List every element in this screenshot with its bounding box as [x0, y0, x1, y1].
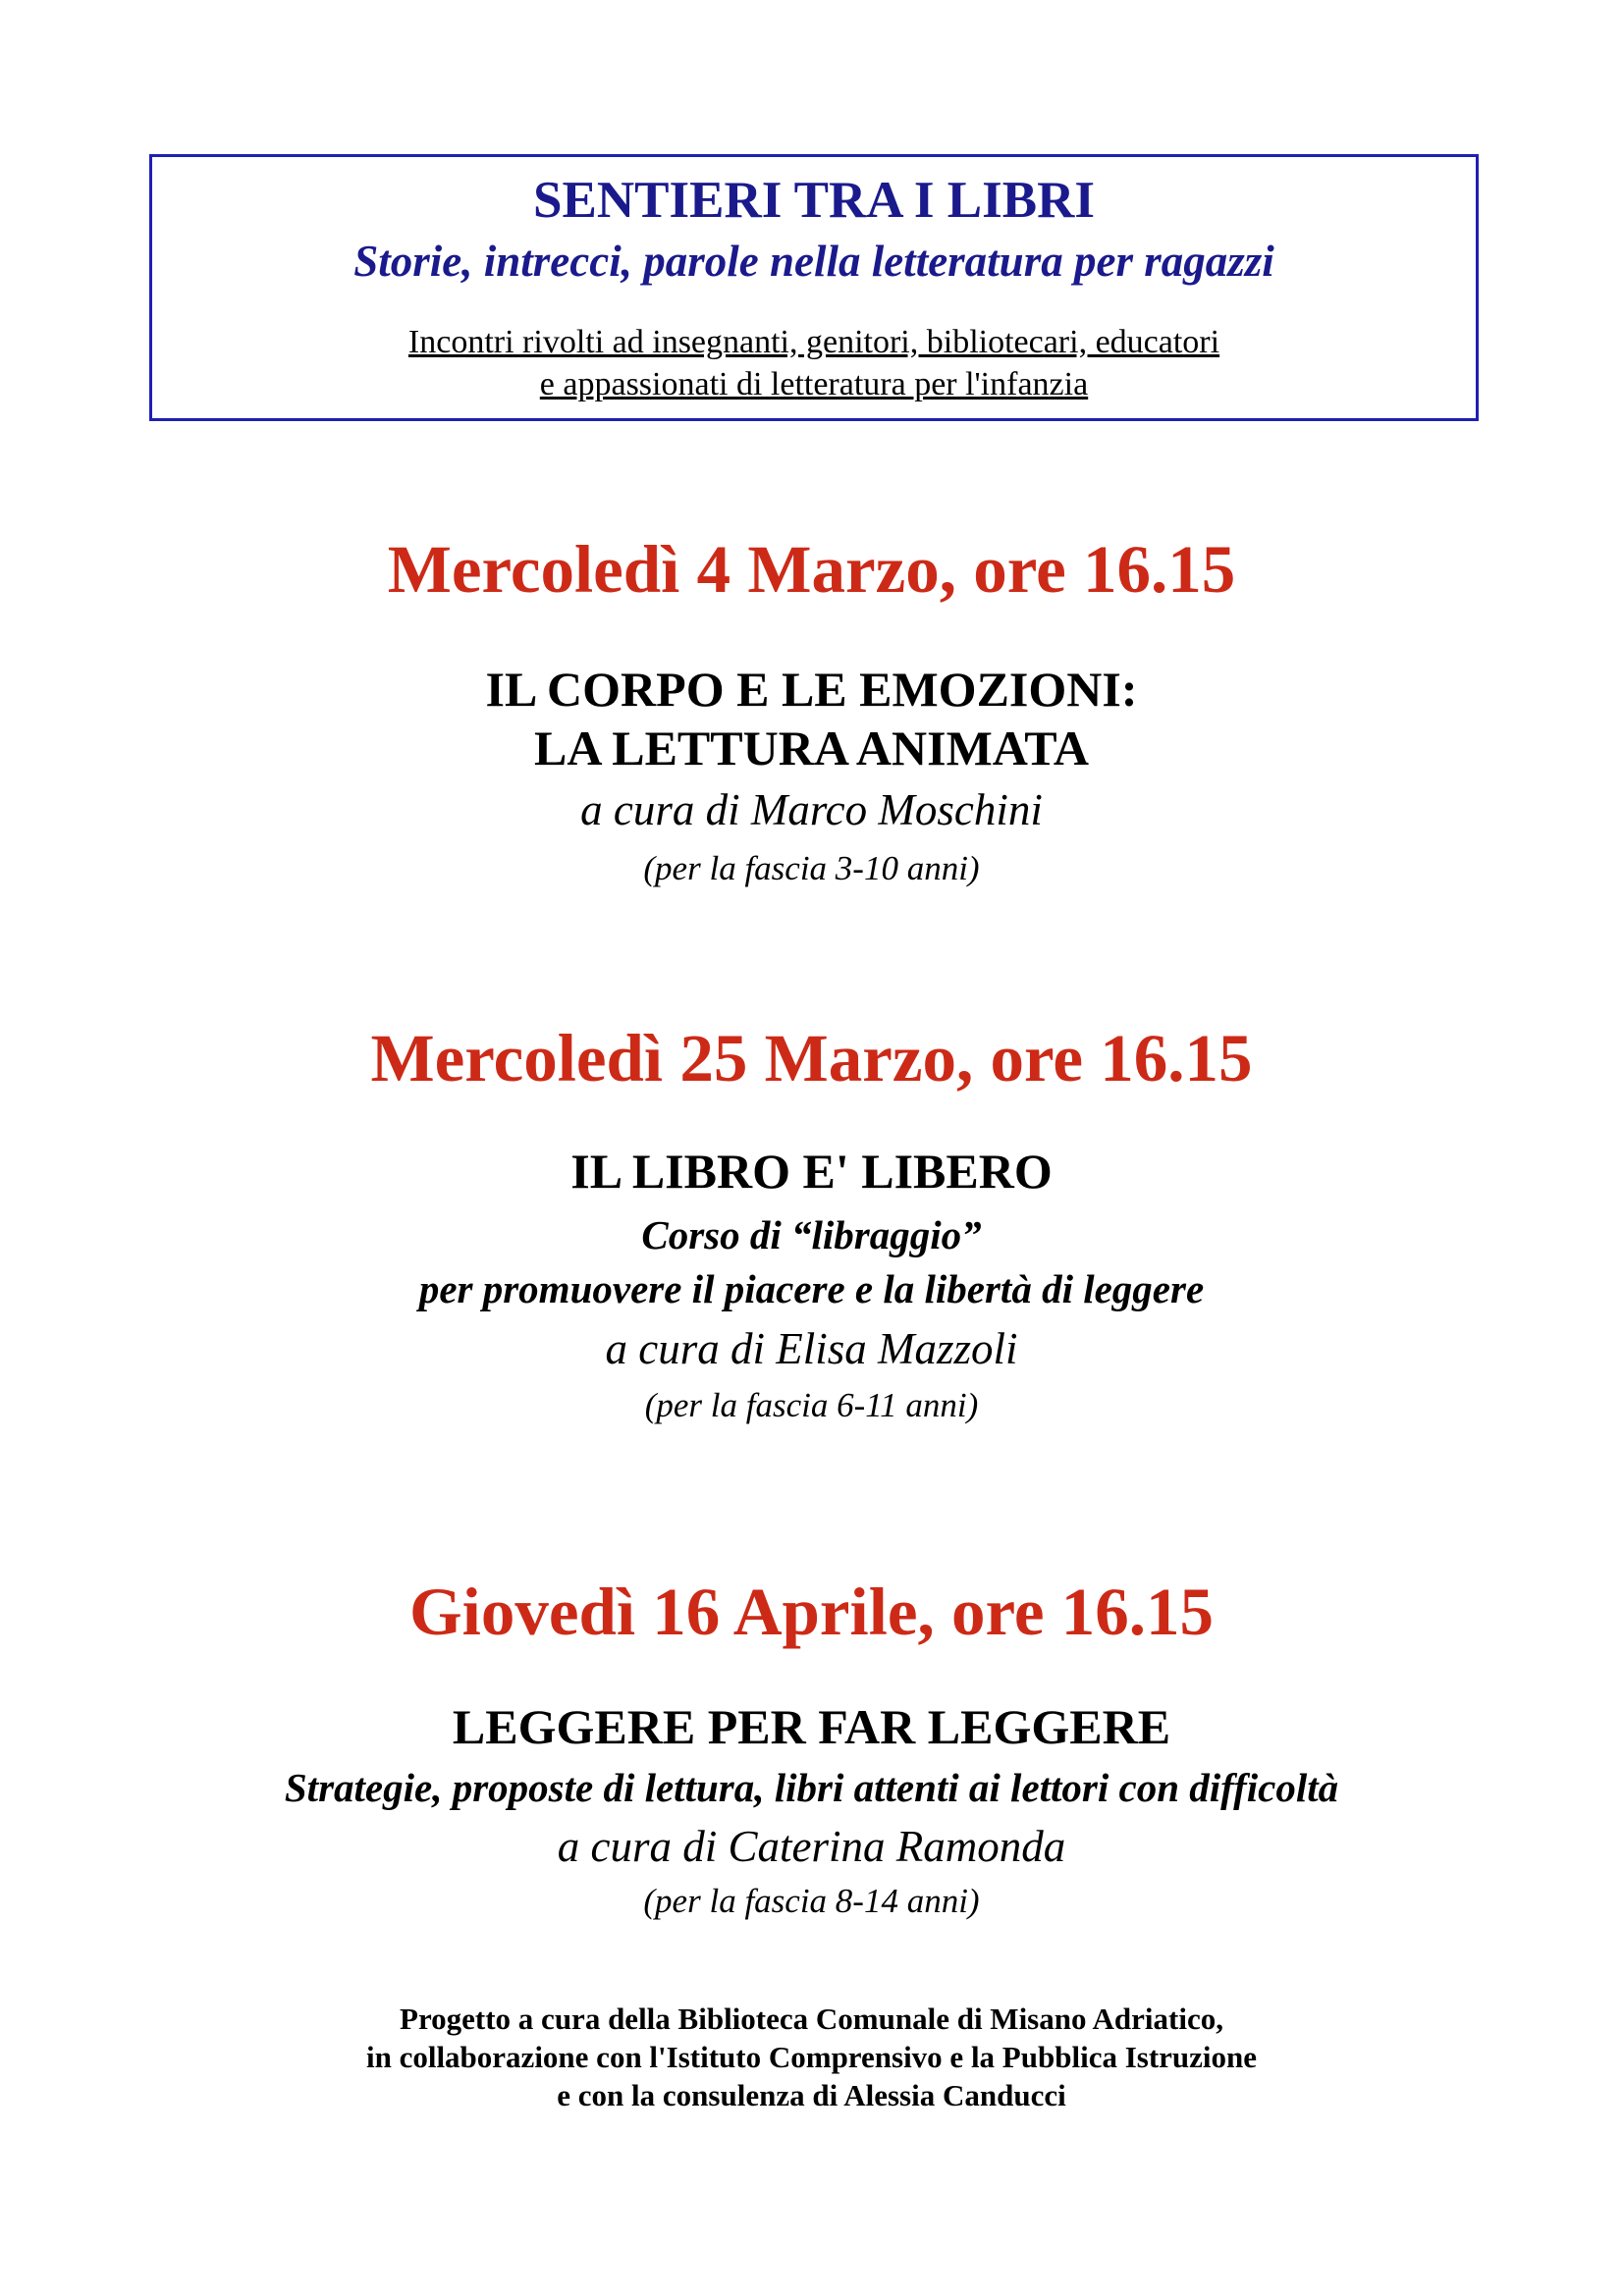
event-2-date: Mercoledì 25 Marzo, ore 16.15 — [370, 1021, 1253, 1095]
page-title: SENTIERI TRA I LIBRI — [533, 172, 1095, 229]
header-box — [149, 154, 1479, 421]
event-1-curator: a cura di Marco Moschini — [580, 785, 1043, 834]
event-1-title-line-1: IL CORPO E LE EMOZIONI: — [485, 662, 1138, 717]
event-2-subtitle-line-1: Corso di “libraggio” — [641, 1212, 982, 1257]
event-2-curator: a cura di Elisa Mazzoli — [605, 1324, 1018, 1373]
footer-line-1: Progetto a cura della Biblioteca Comunale di Misano Adriatico, — [400, 2002, 1223, 2036]
event-2-subtitle-line-2: per promuovere il piacere e la libertà di leggere — [418, 1266, 1205, 1311]
event-3-subtitle: Strategie, proposte di lettura, libri attenti ai lettori con difficoltà — [284, 1765, 1339, 1810]
page-subtitle: Storie, intrecci, parole nella letteratura per ragazzi — [353, 237, 1274, 286]
footer-line-2: in collaborazione con l'Istituto Comprensivo e la Pubblica Istruzione — [365, 2040, 1258, 2074]
event-3-date: Giovedì 16 Aprile, ore 16.15 — [408, 1575, 1214, 1649]
event-2-age-range: (per la fascia 6-11 anni) — [644, 1386, 979, 1424]
event-3-title: LEGGERE PER FAR LEGGERE — [452, 1699, 1171, 1754]
event-3-curator: a cura di Caterina Ramonda — [557, 1822, 1066, 1871]
event-2-title: IL LIBRO E' LIBERO — [570, 1144, 1053, 1199]
event-1-date: Mercoledì 4 Marzo, ore 16.15 — [387, 532, 1236, 607]
audience-note-line-1: Incontri rivolti ad insegnanti, genitori, bibliotecari, educatori — [407, 324, 1220, 360]
event-1-age-range: (per la fascia 3-10 anni) — [643, 849, 980, 887]
footer-line-3: e con la consulenza di Alessia Canducci — [557, 2078, 1066, 2112]
audience-note-line-2: e appassionati di letteratura per l'infanzia — [539, 366, 1089, 402]
event-1-title-line-2: LA LETTURA ANIMATA — [534, 721, 1089, 775]
event-3-age-range: (per la fascia 8-14 anni) — [643, 1882, 980, 1920]
